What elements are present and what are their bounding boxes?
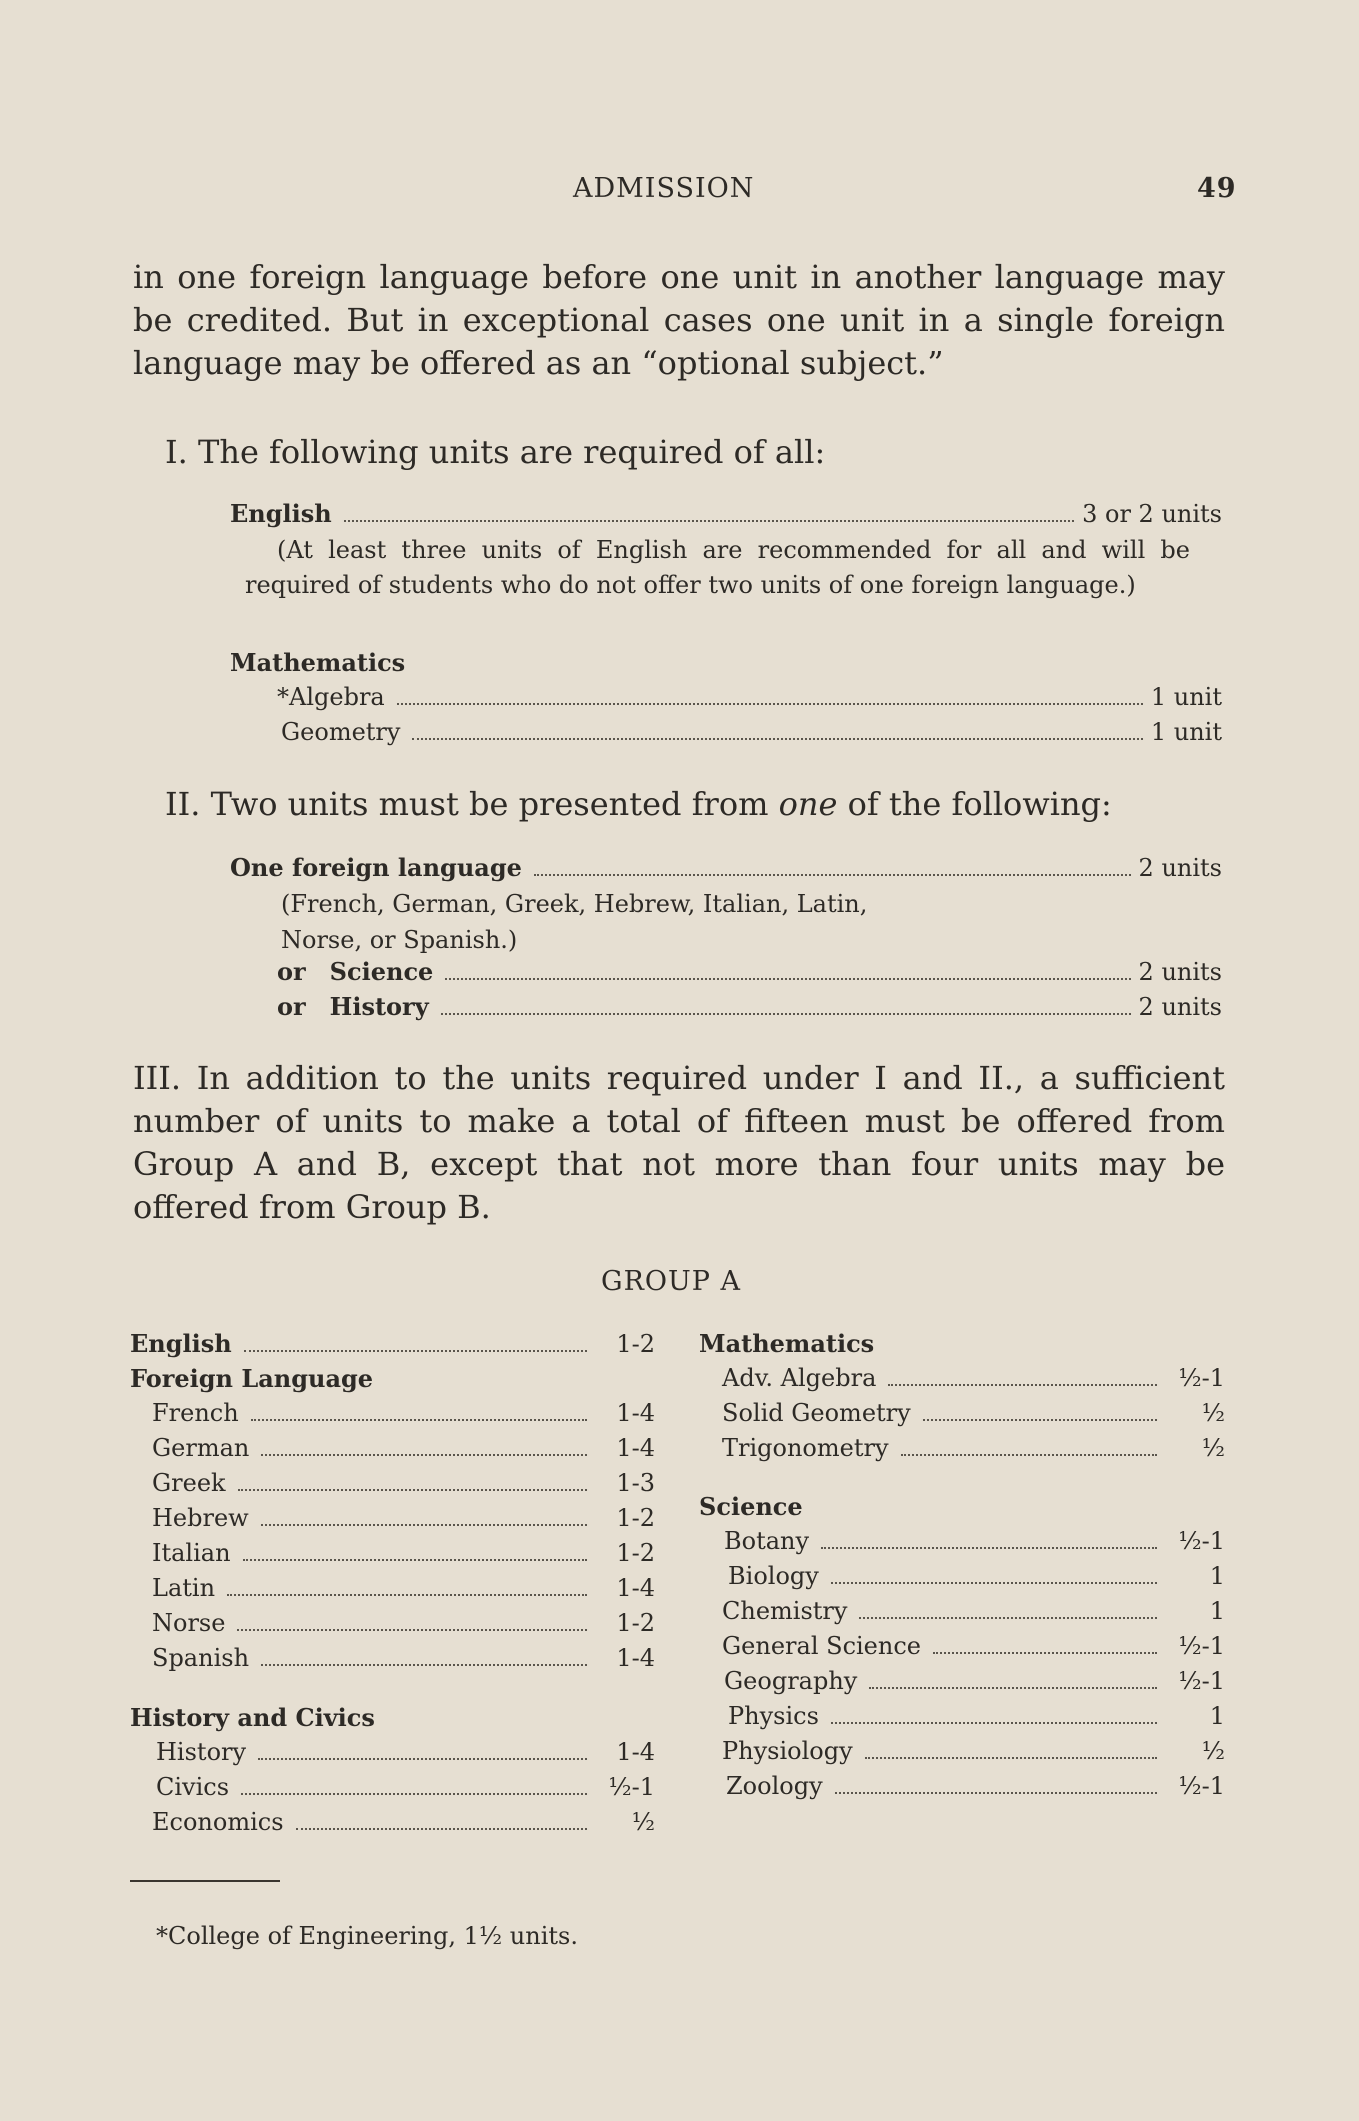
req-geometry-label: Geometry xyxy=(281,718,401,746)
group-a-math-heading: Mathematics xyxy=(699,1329,875,1358)
leader-dots xyxy=(251,1419,587,1421)
leader-dots xyxy=(445,978,1130,980)
req-algebra-row xyxy=(277,683,1222,711)
history-item-value: ½-1 xyxy=(608,1773,655,1801)
math-item-value: ½ xyxy=(1201,1434,1225,1462)
leader-dots xyxy=(258,1758,587,1760)
science-item-label: Geography xyxy=(724,1667,858,1695)
leader-dots xyxy=(865,1757,1157,1759)
running-header: ADMISSION xyxy=(573,173,755,204)
language-row-italian xyxy=(152,1539,655,1567)
leader-dots xyxy=(933,1652,1157,1654)
or-science-value: 2 units xyxy=(1138,958,1222,986)
language-value: 1-2 xyxy=(616,1539,655,1567)
leader-dots xyxy=(261,1524,587,1526)
science-item-label: Chemistry xyxy=(722,1597,848,1625)
language-label: German xyxy=(152,1434,250,1462)
science-row-chemistry xyxy=(722,1597,1225,1625)
language-row-spanish xyxy=(152,1644,655,1672)
leader-dots xyxy=(901,1454,1157,1456)
leader-dots xyxy=(261,1454,587,1456)
math-row-adv-algebra xyxy=(722,1364,1225,1392)
foreign-language-heading: Foreign Language xyxy=(130,1364,374,1393)
history-item-label: Civics xyxy=(156,1773,230,1801)
science-item-value: ½-1 xyxy=(1178,1632,1225,1660)
language-label: Spanish xyxy=(152,1644,250,1672)
leader-dots xyxy=(261,1664,587,1666)
science-item-label: Biology xyxy=(728,1562,819,1590)
science-item-value: 1 xyxy=(1209,1562,1225,1590)
language-label: French xyxy=(152,1399,239,1427)
math-item-value: ½-1 xyxy=(1178,1364,1225,1392)
req-algebra-value: 1 unit xyxy=(1150,683,1222,711)
science-item-value: ½ xyxy=(1201,1737,1225,1765)
req-english-row xyxy=(230,499,1222,528)
language-value: 1-4 xyxy=(616,1399,655,1427)
science-row-physics xyxy=(728,1702,1225,1730)
req-geometry-value: 1 unit xyxy=(1150,718,1222,746)
language-label: Greek xyxy=(152,1469,226,1497)
foreign-language-note: (French, German, Greek, Hebrew, Italian, Latin, Norse, or Spanish.) xyxy=(281,890,868,954)
or-history-label: History xyxy=(329,992,429,1021)
language-value: 1-4 xyxy=(616,1644,655,1672)
language-label: Hebrew xyxy=(152,1504,249,1532)
math-item-value: ½ xyxy=(1201,1399,1225,1427)
science-row-physiology xyxy=(722,1737,1225,1765)
science-row-general-science xyxy=(722,1632,1225,1660)
science-item-label: Physics xyxy=(728,1702,819,1730)
group-a-title: GROUP A xyxy=(601,1266,742,1297)
math-item-label: Adv. Algebra xyxy=(722,1364,877,1392)
leader-dots xyxy=(237,1629,587,1631)
foreign-language-row xyxy=(230,853,1222,882)
req-algebra-label: *Algebra xyxy=(277,683,385,711)
leader-dots xyxy=(244,1350,587,1352)
leader-dots xyxy=(296,1828,587,1830)
leader-dots xyxy=(534,874,1131,876)
section-2-heading-pre: II. Two units must be presented from xyxy=(165,785,779,823)
group-a-english-label: English xyxy=(130,1329,232,1358)
language-label: Norse xyxy=(152,1609,226,1637)
leader-dots xyxy=(397,703,1143,705)
language-value: 1-3 xyxy=(616,1469,655,1497)
language-value: 1-4 xyxy=(616,1434,655,1462)
language-label: Italian xyxy=(152,1539,231,1567)
history-item-label: History xyxy=(156,1738,247,1766)
section-2-heading xyxy=(165,783,1112,826)
leader-dots xyxy=(243,1559,587,1561)
history-civics-heading: History and Civics xyxy=(130,1703,375,1732)
language-value: 1-4 xyxy=(616,1574,655,1602)
math-row-solid-geometry xyxy=(722,1399,1225,1427)
science-item-value: 1 xyxy=(1209,1702,1225,1730)
foreign-language-value: 2 units xyxy=(1138,854,1222,882)
language-row-french xyxy=(152,1399,655,1427)
leader-dots xyxy=(227,1594,587,1596)
civics-item-row xyxy=(156,1773,655,1801)
science-row-geography xyxy=(724,1667,1225,1695)
leader-dots xyxy=(888,1384,1157,1386)
science-row-biology xyxy=(728,1562,1225,1590)
leader-dots xyxy=(869,1687,1157,1689)
req-math-heading: Mathematics xyxy=(230,648,406,677)
science-item-label: Zoology xyxy=(726,1772,823,1800)
leader-dots xyxy=(412,738,1142,740)
foreign-language-label: One foreign language xyxy=(230,853,522,882)
leader-dots xyxy=(344,520,1074,522)
math-row-trigonometry xyxy=(722,1434,1225,1462)
or-history-prefix: or xyxy=(277,992,306,1021)
section-2-heading-em: one xyxy=(778,785,838,823)
req-english-value: 3 or 2 units xyxy=(1082,500,1222,528)
leader-dots xyxy=(923,1419,1157,1421)
footnote-rule xyxy=(130,1880,280,1882)
leader-dots xyxy=(835,1792,1157,1794)
leader-dots xyxy=(831,1582,1157,1584)
section-3-paragraph: III. In addition to the units required under I and II., a sufficient number of units to make a total of fifteen must be offered from Group A and B, except that not more than four units may be offered from Group B. xyxy=(133,1059,1225,1226)
economics-item-row xyxy=(152,1808,655,1836)
language-row-german xyxy=(152,1434,655,1462)
leader-dots xyxy=(241,1793,587,1795)
or-science-label: Science xyxy=(329,957,434,986)
language-value: 1-2 xyxy=(616,1609,655,1637)
science-row-botany xyxy=(724,1527,1225,1555)
science-item-label: Physiology xyxy=(722,1737,853,1765)
intro-paragraph: in one foreign language before one unit in another language may be credited. But in exceptional cases one unit in a single foreign language may be offered as an “optional subject.” xyxy=(133,258,1225,382)
language-row-norse xyxy=(152,1609,655,1637)
language-label: Latin xyxy=(152,1574,216,1602)
math-item-label: Trigonometry xyxy=(722,1434,889,1462)
leader-dots xyxy=(441,1013,1131,1015)
language-value: 1-2 xyxy=(616,1504,655,1532)
footnote: *College of Engineering, 1½ units. xyxy=(156,1922,578,1950)
leader-dots xyxy=(831,1722,1157,1724)
leader-dots xyxy=(859,1617,1157,1619)
math-item-label: Solid Geometry xyxy=(722,1399,911,1427)
or-science-prefix: or xyxy=(277,957,306,986)
req-english-label: English xyxy=(230,499,332,528)
leader-dots xyxy=(821,1547,1157,1549)
language-row-hebrew xyxy=(152,1504,655,1532)
english-note: (At least three units of English are recommended for all and will be required of students who do not offer two units of one foreign language.) xyxy=(245,536,1190,599)
leader-dots xyxy=(238,1489,587,1491)
science-item-value: ½-1 xyxy=(1178,1667,1225,1695)
science-item-label: General Science xyxy=(722,1632,921,1660)
history-item-value: ½ xyxy=(631,1808,655,1836)
page-number: 49 xyxy=(1197,173,1237,204)
science-row-zoology xyxy=(726,1772,1225,1800)
history-item-label: Economics xyxy=(152,1808,284,1836)
or-science-row xyxy=(277,957,1222,986)
group-a-science-heading: Science xyxy=(699,1492,803,1521)
or-history-row xyxy=(277,992,1222,1021)
science-item-value: 1 xyxy=(1209,1597,1225,1625)
science-item-value: ½-1 xyxy=(1178,1527,1225,1555)
req-geometry-row xyxy=(281,718,1222,746)
group-a-english-value: 1-2 xyxy=(616,1330,655,1358)
language-row-latin xyxy=(152,1574,655,1602)
or-history-value: 2 units xyxy=(1138,993,1222,1021)
history-item-row xyxy=(156,1738,655,1766)
section-1-heading: I. The following units are required of all: xyxy=(165,433,826,471)
history-item-value: 1-4 xyxy=(616,1738,655,1766)
language-row-greek xyxy=(152,1469,655,1497)
section-2-heading-post: of the following: xyxy=(837,785,1112,823)
science-item-label: Botany xyxy=(724,1527,810,1555)
science-item-value: ½-1 xyxy=(1178,1772,1225,1800)
group-a-english-row xyxy=(130,1329,655,1358)
